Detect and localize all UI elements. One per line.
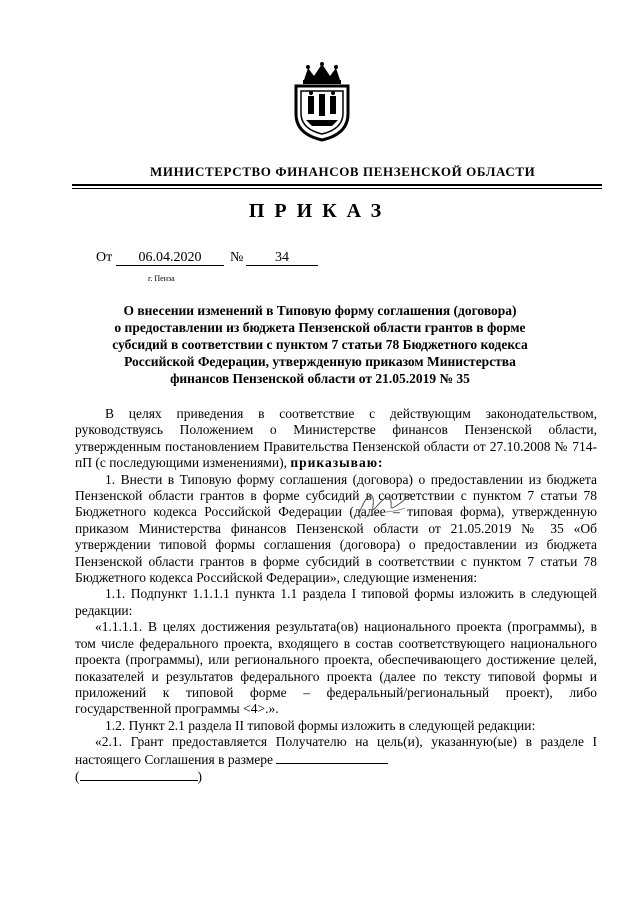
- order-title-line: о предоставлении из бюджета Пензенской области грантов в форме: [114, 320, 526, 335]
- handwritten-signature: [355, 484, 415, 524]
- coat-of-arms-emblem: [290, 62, 354, 142]
- order-body: [75, 406, 597, 785]
- order-title-line: финансов Пензенской области от 21.05.2019 № 35: [170, 371, 470, 386]
- clause-1-1-paragraph: 1.1. Подпункт 1.1.1.1 пункта 1.1 раздела I типовой формы изложить в следующей редакции:: [75, 586, 597, 618]
- preamble-text: В целях приведения в соответствие с действующим законодательством, руководствуясь Положением о Министерстве финансов Пензенской области, утвержденным постановлением Правительства Пензенской области от 27.10.2008 № 714-пП (с последующими изменениями),: [75, 406, 597, 471]
- clause-1-1-1-quote: «1.1.1.1. В целях достижения результата(ов) национального проекта (программы), в том числе федерального проекта, входящего в состав соответствующего национального проекта (программы), или регионального проекта, обеспечивающего достижение целей, показателей и результатов федерального проекта (далее по тексту типовой формы и приложений к типовой форме – федеральный/региональный проект), либо государственной программы <4>.».: [75, 619, 597, 717]
- order-title: [100, 302, 540, 387]
- amount-words-open: (: [75, 768, 80, 784]
- order-title-line: субсидий в соответствии с пунктом 7 статьи 78 Бюджетного кодекса: [112, 337, 528, 352]
- number-sign-label: №: [230, 250, 244, 265]
- order-title-line: О внесении изменений в Типовую форму соглашения (договора): [123, 303, 517, 318]
- preamble-paragraph: [75, 406, 597, 472]
- order-title-line: Российской Федерации, утвержденную приказом Министерства: [124, 354, 516, 369]
- order-number: 34: [246, 250, 318, 266]
- order-directive: приказываю:: [290, 455, 384, 471]
- clause-1-2-paragraph: 1.2. Пункт 2.1 раздела II типовой формы изложить в следующей редакции:: [105, 717, 536, 733]
- amount-words-close: ): [197, 768, 202, 784]
- header-rule-thick: [72, 184, 602, 186]
- order-date: 06.04.2020: [116, 250, 224, 266]
- document-type-title: ПРИКАЗ: [248, 200, 392, 222]
- city-label: г. Пенза: [148, 274, 175, 283]
- clause-2-1-quote: [75, 734, 597, 785]
- header-rule-thin: [72, 188, 602, 189]
- amount-blank: [276, 751, 388, 764]
- amount-words-blank: [80, 768, 198, 781]
- clause-1-paragraph: 1. Внести в Типовую форму соглашения (договора) о предоставлении из бюджета Пензенской области грантов в форме субсидий в соответствии с пунктом 7 статьи 78 Бюджетного кодекса Российской Федерации (далее – типовая форма), утвержденную приказом Министерства финансов Пензенской области от 21.05.2019 № 35 «Об утверждении типовой формы соглашения (договора) о предоставлении из бюджета Пензенской области грантов в форме субсидий в соответствии с пунктом 7 статьи 78 Бюджетного кодекса Российской Федерации», следующие изменения:: [75, 471, 597, 586]
- ministry-name: МИНИСТЕРСТВО ФИНАНСОВ ПЕНЗЕНСКОЙ ОБЛАСТИ: [150, 164, 536, 179]
- clause-2-1-text: «2.1. Грант предоставляется Получателю на цель(и), указанную(ые) в разделе I настоящего Соглашения в размере: [75, 734, 597, 767]
- date-prefix-label: От: [96, 250, 113, 265]
